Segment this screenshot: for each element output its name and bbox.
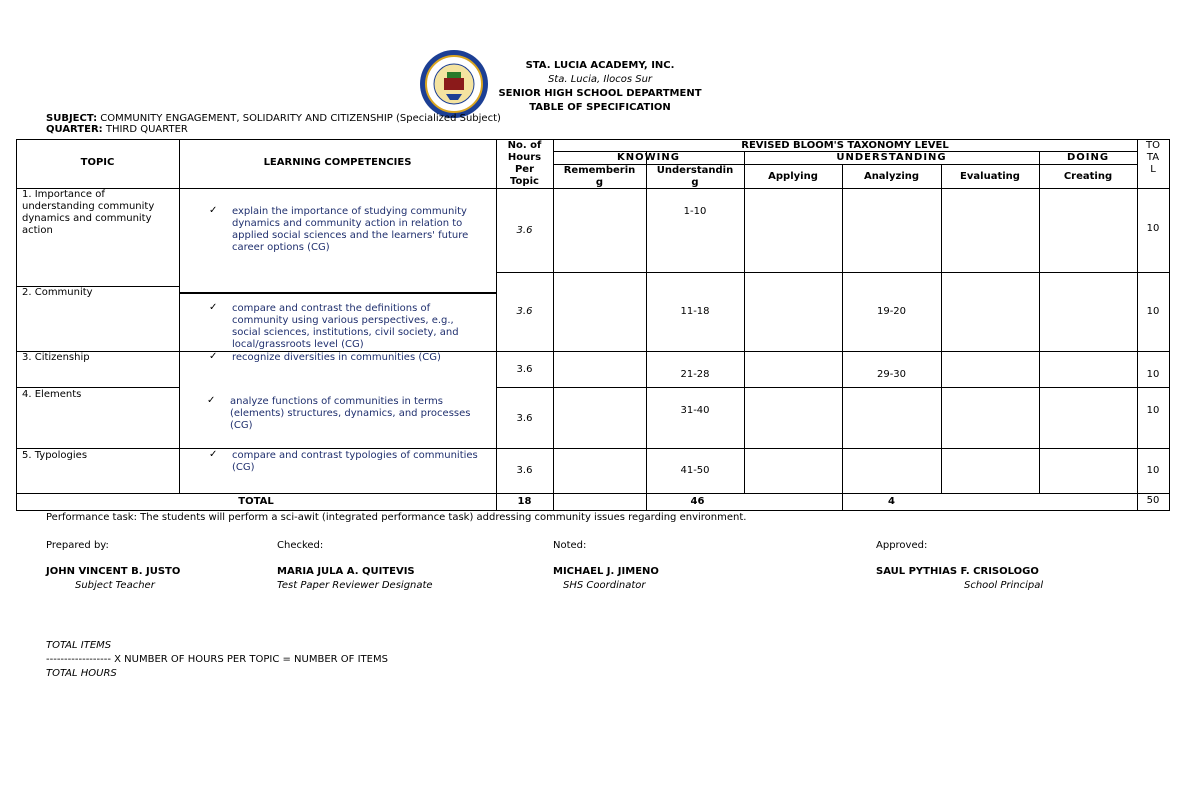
approved-by-name: SAUL PYTHIAS F. CRISOLOGO (876, 566, 1039, 577)
header-total: TO TA L (1146, 140, 1160, 175)
total-row-1: 10 (1146, 223, 1160, 234)
subject-label: SUBJECT: (46, 113, 98, 124)
quarter-value: THIRD QUARTER (102, 124, 188, 135)
hours-row-4: 3.6 (516, 413, 533, 424)
total-analyzing: 4 (888, 496, 895, 507)
school-location: Sta. Lucia, Ilocos Sur (547, 74, 653, 85)
competency-3: recognize diversities in communities (CG) (232, 352, 441, 363)
checked-by-name: MARIA JULA A. QUITEVIS (277, 566, 415, 577)
grand-total: 50 (1146, 495, 1160, 506)
noted-by-title: SHS Coordinator (563, 580, 646, 591)
check-icon: ✓ (209, 205, 218, 216)
total-row-label: TOTAL (238, 496, 274, 507)
header-evaluating: Evaluating (960, 171, 1020, 182)
competency-4: analyze functions of communities in terms (elements) structures, dynamics, and processes (CG) (230, 396, 471, 431)
prepared-by-title: Subject Teacher (75, 580, 155, 591)
formula-numerator: TOTAL ITEMS (46, 640, 112, 651)
understanding-items-row-1: 1-10 (683, 206, 707, 217)
subject-line (46, 113, 501, 124)
analyzing-items-row-3: 29-30 (876, 369, 907, 380)
topic-3: 3. Citizenship (22, 352, 90, 363)
header-understanding: Understandin g (656, 165, 734, 188)
competency-1: explain the importance of studying community dynamics and community action in relation to applied social sciences and the learners' future career options (CG) (232, 206, 469, 253)
checked-by-label: Checked: (277, 540, 324, 551)
formula-denominator: TOTAL HOURS (46, 668, 117, 679)
department-name: SENIOR HIGH SCHOOL DEPARTMENT (498, 88, 702, 99)
understanding-items-row-2: 11-18 (680, 306, 710, 317)
hours-row-1: 3.6 (516, 225, 533, 236)
noted-by-label: Noted: (553, 540, 587, 551)
check-icon: ✓ (209, 449, 218, 460)
hours-row-2: 3.6 (516, 306, 533, 317)
analyzing-items-row-2: 19-20 (876, 306, 907, 317)
competency-2: compare and contrast the definitions of community using various perspectives, e.g., social sciences, institutions, civil society, and local/grassroots level (CG) (232, 303, 459, 350)
noted-by-name: MICHAEL J. JIMENO (553, 566, 659, 577)
approved-by-title: School Principal (964, 580, 1044, 591)
prepared-by-name: JOHN VINCENT B. JUSTO (46, 566, 181, 577)
header-doing: DOING (1066, 152, 1110, 163)
total-row-5: 10 (1146, 465, 1160, 476)
formula-middle: ------------------ X NUMBER OF HOURS PER TOPIC = NUMBER OF ITEMS (46, 654, 388, 665)
check-icon: ✓ (209, 351, 218, 362)
header-bloom-taxonomy: REVISED BLOOM'S TAXONOMY LEVEL (741, 140, 949, 151)
competency-5: compare and contrast typologies of communities (CG) (232, 450, 478, 473)
header-understanding-group: UNDERSTANDING (836, 152, 947, 163)
understanding-items-row-4: 31-40 (680, 405, 710, 416)
header-competencies: LEARNING COMPETENCIES (263, 157, 412, 168)
checked-by-title: Test Paper Reviewer Designate (277, 580, 433, 591)
topic-1: 1. Importance of understanding community dynamics and community action (22, 189, 155, 236)
document-title: TABLE OF SPECIFICATION (529, 102, 671, 113)
header-creating: Creating (1063, 171, 1113, 182)
quarter-label: QUARTER: (46, 124, 103, 135)
total-row-3: 10 (1146, 369, 1160, 380)
school-name: STA. LUCIA ACADEMY, INC. (525, 60, 675, 71)
check-icon: ✓ (209, 302, 218, 313)
prepared-by-label: Prepared by: (46, 540, 109, 551)
total-row-2: 10 (1146, 306, 1160, 317)
understanding-items-row-3: 21-28 (680, 369, 710, 380)
header-knowing: KNOWING (617, 152, 680, 163)
hours-row-3: 3.6 (516, 364, 533, 375)
header-hours: No. of Hours Per Topic (507, 140, 542, 187)
total-row-4: 10 (1146, 405, 1160, 416)
approved-by-label: Approved: (876, 540, 928, 551)
header-topic: TOPIC (80, 157, 115, 168)
topic-5: 5. Typologies (22, 450, 88, 461)
total-hours: 18 (517, 496, 532, 507)
header-analyzing: Analyzing (863, 171, 920, 182)
subject-value: COMMUNITY ENGAGEMENT, SOLIDARITY AND CITIZENSHIP (Specialized Subject) (97, 113, 501, 124)
total-understanding: 46 (690, 496, 705, 507)
topic-4: 4. Elements (22, 389, 82, 400)
header-remembering: Rememberin g (563, 165, 636, 188)
topic-2: 2. Community (22, 287, 93, 298)
header-applying: Applying (768, 171, 818, 182)
hours-row-5: 3.6 (516, 465, 533, 476)
understanding-items-row-5: 41-50 (680, 465, 710, 476)
quarter-line (46, 124, 188, 135)
performance-task: Performance task: The students will perform a sci-awit (integrated performance task) addressing community issues regarding environment. (46, 512, 747, 523)
check-icon: ✓ (207, 395, 216, 406)
